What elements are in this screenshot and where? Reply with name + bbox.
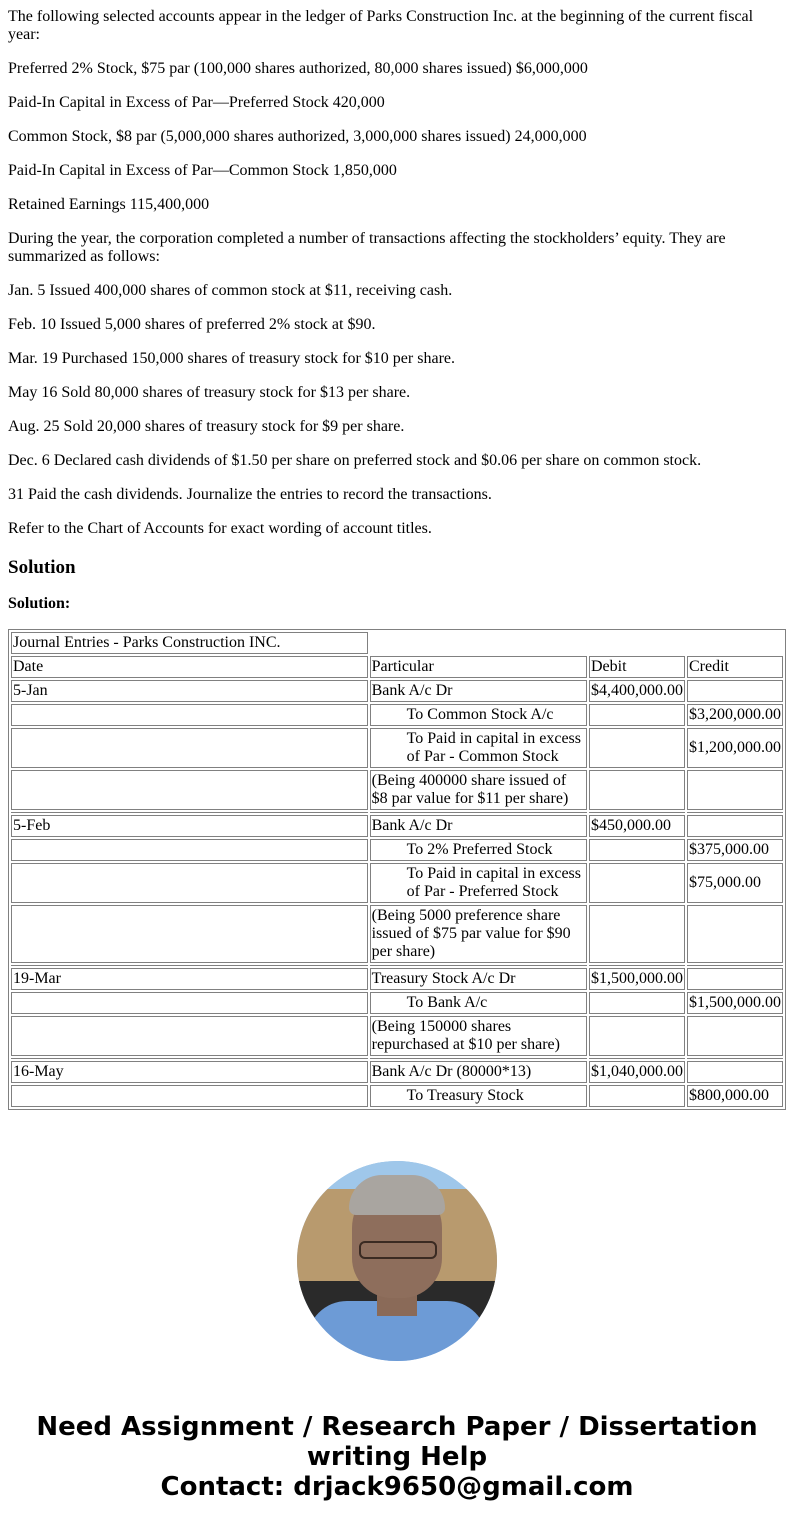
- cell-date: [11, 1016, 368, 1056]
- cell-debit: [589, 770, 685, 810]
- cell-credit: [687, 905, 783, 963]
- cell-particular: To Bank A/c: [370, 992, 587, 1014]
- cell-credit: $1,500,000.00: [687, 992, 783, 1014]
- separator-cell: [687, 965, 783, 966]
- cell-date: [11, 992, 368, 1014]
- cell-debit: [589, 704, 685, 726]
- separator-cell: [687, 812, 783, 813]
- table-row: [11, 1061, 783, 1083]
- cell-date: 19-Mar: [11, 968, 368, 990]
- cell-particular: To 2% Preferred Stock: [370, 839, 587, 861]
- cell-credit: $800,000.00: [687, 1085, 783, 1107]
- header-debit: Debit: [589, 656, 685, 678]
- cell-particular: Bank A/c Dr: [370, 815, 587, 837]
- cell-particular: To Common Stock A/c: [370, 704, 587, 726]
- cell-date: 5-Jan: [11, 680, 368, 702]
- table-row: [11, 905, 783, 963]
- entry-separator: [11, 965, 783, 966]
- separator-cell: [370, 1058, 587, 1059]
- header-credit: Credit: [687, 656, 783, 678]
- cell-date: 16-May: [11, 1061, 368, 1083]
- cell-credit: [687, 770, 783, 810]
- table-row: [11, 968, 783, 990]
- cell-date: [11, 839, 368, 861]
- cell-credit: $3,200,000.00: [687, 704, 783, 726]
- author-avatar: [297, 1161, 497, 1361]
- cell-particular: (Being 5000 preference share issued of $75 par value for $90 per share): [370, 905, 587, 963]
- avatar-glasses: [359, 1241, 437, 1259]
- account-line: Paid-In Capital in Excess of Par—Common Stock 1,850,000: [8, 162, 397, 179]
- table-row: [11, 704, 783, 726]
- table-row: [11, 680, 783, 702]
- entry-separator: [11, 812, 783, 813]
- solution-label: Solution:: [8, 595, 71, 612]
- account-line: Paid-In Capital in Excess of Par—Preferred Stock 420,000: [8, 94, 385, 111]
- table-title-row: [11, 632, 783, 654]
- table-row: [11, 992, 783, 1014]
- cell-credit: [687, 815, 783, 837]
- cell-debit: $4,400,000.00: [589, 680, 685, 702]
- cell-debit: [589, 905, 685, 963]
- table-row: [11, 1085, 783, 1107]
- account-line: Retained Earnings 115,400,000: [8, 196, 210, 213]
- cell-credit: $75,000.00: [687, 863, 783, 903]
- empty-cell: [370, 632, 783, 654]
- cell-debit: [589, 1016, 685, 1056]
- cell-particular: Bank A/c Dr (80000*13): [370, 1061, 587, 1083]
- account-line: Common Stock, $8 par (5,000,000 shares authorized, 3,000,000 shares issued) 24,000,000: [8, 128, 587, 145]
- cell-debit: [589, 728, 685, 768]
- cell-particular: To Treasury Stock: [370, 1085, 587, 1107]
- promo-line-1: Need Assignment / Research Paper / Dissertation: [36, 1412, 758, 1442]
- transaction-line: Mar. 19 Purchased 150,000 shares of treasury stock for $10 per share.: [8, 350, 455, 367]
- cell-credit: $1,200,000.00: [687, 728, 783, 768]
- cell-credit: $375,000.00: [687, 839, 783, 861]
- promo-line-2: writing Help: [306, 1442, 488, 1472]
- table-row: [11, 770, 783, 810]
- cell-particular: Treasury Stock A/c Dr: [370, 968, 587, 990]
- transaction-line: Jan. 5 Issued 400,000 shares of common stock at $11, receiving cash.: [8, 282, 453, 299]
- table-row: [11, 728, 783, 768]
- transaction-line: May 16 Sold 80,000 shares of treasury stock for $13 per share.: [8, 384, 411, 401]
- cell-debit: [589, 992, 685, 1014]
- cell-debit: $450,000.00: [589, 815, 685, 837]
- cell-credit: [687, 1016, 783, 1056]
- cell-particular: To Paid in capital in excess of Par - Common Stock: [370, 728, 587, 768]
- avatar-hair: [349, 1175, 445, 1215]
- table-row: [11, 863, 783, 903]
- table-row: [11, 1016, 783, 1056]
- table-row: [11, 815, 783, 837]
- cell-credit: [687, 968, 783, 990]
- separator-cell: [370, 965, 587, 966]
- cell-date: [11, 704, 368, 726]
- journal-entries-table: [8, 629, 786, 1110]
- entry-separator: [11, 1058, 783, 1059]
- cell-particular: To Paid in capital in excess of Par - Preferred Stock: [370, 863, 587, 903]
- header-date: Date: [11, 656, 368, 678]
- separator-cell: [687, 1058, 783, 1059]
- transaction-line: 31 Paid the cash dividends. Journalize the entries to record the transactions.: [8, 486, 492, 503]
- cell-credit: [687, 680, 783, 702]
- cell-particular: Bank A/c Dr: [370, 680, 587, 702]
- table-title: Journal Entries - Parks Construction INC.: [11, 632, 368, 654]
- transaction-line: Feb. 10 Issued 5,000 shares of preferred 2% stock at $90.: [8, 316, 376, 333]
- journal-table-container: [8, 629, 786, 1121]
- promo-contact[interactable]: Contact: drjack9650@gmail.com: [160, 1472, 634, 1502]
- problem-note: Refer to the Chart of Accounts for exact wording of account titles.: [8, 520, 432, 537]
- document-body: [0, 8, 794, 1121]
- transaction-line: Aug. 25 Sold 20,000 shares of treasury stock for $9 per share.: [8, 418, 405, 435]
- cell-particular: (Being 150000 shares repurchased at $10 per share): [370, 1016, 587, 1056]
- separator-cell: [11, 965, 368, 966]
- table-row: [11, 839, 783, 861]
- separator-cell: [11, 812, 368, 813]
- cell-date: [11, 728, 368, 768]
- cell-date: [11, 1085, 368, 1107]
- table-header-row: [11, 656, 783, 678]
- cell-debit: [589, 839, 685, 861]
- cell-debit: $1,040,000.00: [589, 1061, 685, 1083]
- separator-cell: [589, 965, 685, 966]
- header-particular: Particular: [370, 656, 587, 678]
- cell-particular: (Being 400000 share issued of $8 par value for $11 per share): [370, 770, 587, 810]
- promo-banner: [0, 1412, 794, 1502]
- cell-date: [11, 863, 368, 903]
- cell-date: [11, 905, 368, 963]
- cell-debit: [589, 1085, 685, 1107]
- separator-cell: [11, 1058, 368, 1059]
- problem-intro: The following selected accounts appear in the ledger of Parks Construction Inc. at the beginning of the current fiscal year:: [8, 8, 754, 43]
- transactions-intro: During the year, the corporation completed a number of transactions affecting the stockholders’ equity. They are summarized as follows:: [8, 230, 726, 265]
- transaction-line: Dec. 6 Declared cash dividends of $1.50 per share on preferred stock and $0.06 per share on common stock.: [8, 452, 702, 469]
- cell-debit: [589, 863, 685, 903]
- solution-heading: Solution: [8, 557, 76, 578]
- cell-date: 5-Feb: [11, 815, 368, 837]
- separator-cell: [589, 1058, 685, 1059]
- cell-credit: [687, 1061, 783, 1083]
- separator-cell: [370, 812, 587, 813]
- cell-debit: $1,500,000.00: [589, 968, 685, 990]
- account-line: Preferred 2% Stock, $75 par (100,000 shares authorized, 80,000 shares issued) $6,000,000: [8, 60, 588, 77]
- separator-cell: [589, 812, 685, 813]
- cell-date: [11, 770, 368, 810]
